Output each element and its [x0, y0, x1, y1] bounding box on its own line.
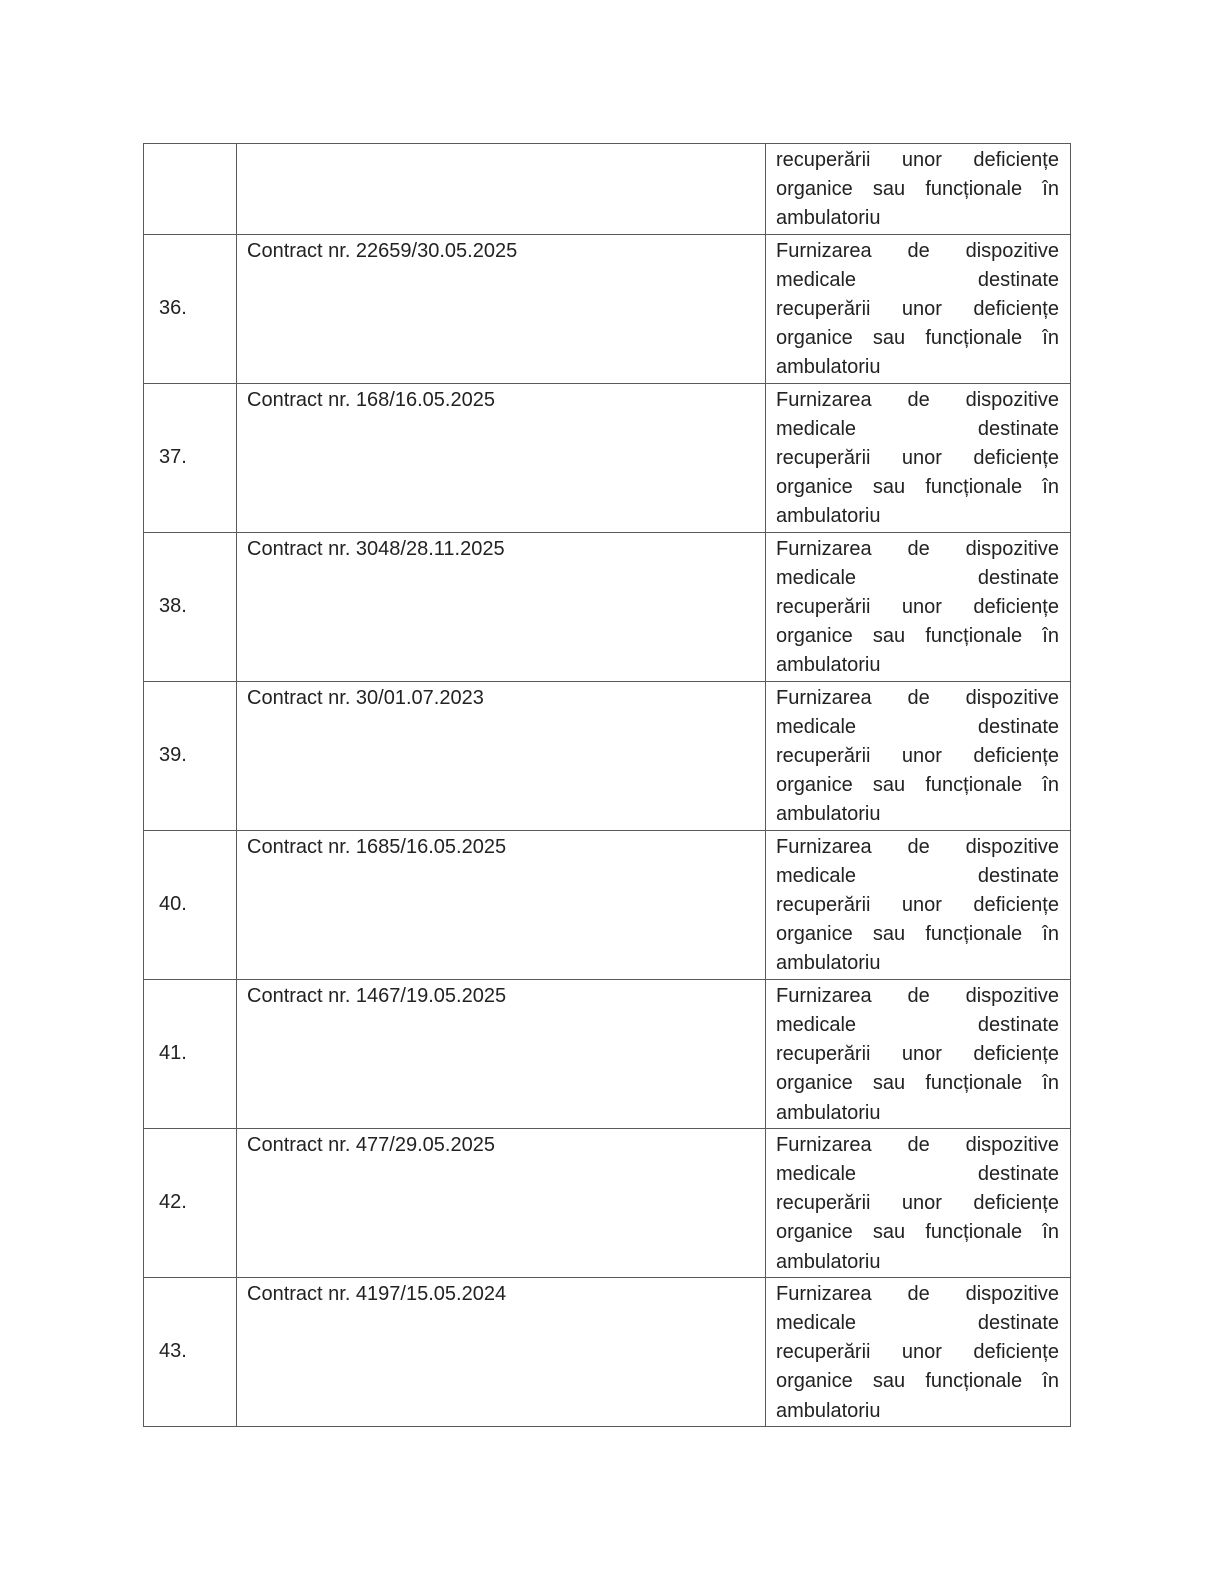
description-line — [776, 593, 1059, 622]
table-row — [144, 979, 1071, 1128]
description-word: ambulatoriu — [776, 1399, 881, 1422]
contract-cell: Contract nr. 1467/19.05.2025 — [237, 979, 766, 1128]
description-line — [776, 891, 1059, 920]
row-number-cell: 40. — [144, 830, 237, 979]
description-word: recuperării — [776, 1341, 871, 1364]
description-word: sau — [872, 1072, 906, 1095]
description-word: recuperării — [776, 149, 871, 171]
description-word: sau — [872, 1221, 906, 1244]
description-word: funcționale — [925, 327, 1023, 350]
contract-cell: Contract nr. 1685/16.05.2025 — [237, 830, 766, 979]
description-line — [776, 204, 1059, 233]
row-number-cell: 36. — [144, 234, 237, 383]
description-line — [776, 502, 1059, 531]
description-word: sau — [872, 327, 906, 350]
contracts-table-body — [144, 144, 1071, 1427]
description-cell — [766, 979, 1071, 1128]
description-word: funcționale — [925, 1072, 1023, 1095]
description-line — [776, 1189, 1059, 1218]
description-line — [776, 1131, 1059, 1160]
description-cell — [766, 532, 1071, 681]
contract-cell: Contract nr. 168/16.05.2025 — [237, 383, 766, 532]
description-word: ambulatoriu — [776, 1250, 881, 1273]
contracts-table — [143, 143, 1071, 1427]
description-word: destinate — [977, 417, 1059, 440]
description-word: în — [1042, 1072, 1059, 1095]
description-cell — [766, 1277, 1071, 1426]
description-word: medicale — [776, 715, 857, 738]
table-row — [144, 830, 1071, 979]
description-word: Furnizarea — [776, 537, 872, 560]
description-word: Furnizarea — [776, 1282, 872, 1305]
contract-cell: Contract nr. 4197/15.05.2024 — [237, 1277, 766, 1426]
description-word: organice — [776, 178, 853, 201]
description-word: organice — [776, 476, 853, 499]
description-word: ambulatoriu — [776, 505, 881, 528]
description-line — [776, 1338, 1059, 1367]
description-word: medicale — [776, 566, 857, 589]
description-word: medicale — [776, 268, 857, 291]
description-word: unor — [901, 1043, 942, 1066]
description-word: destinate — [977, 864, 1059, 887]
table-row — [144, 234, 1071, 383]
description-line — [776, 324, 1059, 353]
description-word: organice — [776, 625, 853, 648]
description-word: organice — [776, 774, 853, 797]
row-number-cell: 37. — [144, 383, 237, 532]
description-word: recuperării — [776, 745, 871, 768]
description-word: recuperării — [776, 447, 871, 470]
description-word: dispozitive — [965, 686, 1059, 709]
description-word: ambulatoriu — [776, 803, 881, 826]
description-line — [776, 684, 1059, 713]
description-word: destinate — [977, 1013, 1059, 1036]
description-word: destinate — [977, 1162, 1059, 1185]
contract-cell: Contract nr. 3048/28.11.2025 — [237, 532, 766, 681]
description-line — [776, 1248, 1059, 1277]
description-word: deficiențe — [973, 1341, 1059, 1364]
description-line — [776, 535, 1059, 564]
description-word: unor — [901, 298, 942, 321]
description-word: recuperării — [776, 1043, 871, 1066]
description-line — [776, 1280, 1059, 1309]
description-word: unor — [901, 149, 942, 171]
description-line — [776, 415, 1059, 444]
description-word: dispozitive — [965, 1133, 1059, 1156]
description-word: destinate — [977, 715, 1059, 738]
description-word: în — [1042, 327, 1059, 350]
description-line — [776, 266, 1059, 295]
description-word: de — [907, 388, 930, 411]
description-line — [776, 1218, 1059, 1247]
description-cell — [766, 383, 1071, 532]
description-word: deficiențe — [973, 596, 1059, 619]
description-word: organice — [776, 327, 853, 350]
description-word: ambulatoriu — [776, 654, 881, 677]
description-word: sau — [872, 625, 906, 648]
description-word: medicale — [776, 1162, 857, 1185]
description-word: destinate — [977, 268, 1059, 291]
description-line — [776, 1011, 1059, 1040]
description-word: Furnizarea — [776, 239, 872, 262]
table-row — [144, 144, 1071, 235]
description-line — [776, 1160, 1059, 1189]
description-word: recuperării — [776, 298, 871, 321]
description-word: ambulatoriu — [776, 356, 881, 379]
description-cell — [766, 1128, 1071, 1277]
description-word: unor — [901, 894, 942, 917]
description-word: Furnizarea — [776, 835, 872, 858]
description-line — [776, 771, 1059, 800]
description-line — [776, 237, 1059, 266]
description-word: dispozitive — [965, 1282, 1059, 1305]
description-word: funcționale — [925, 476, 1023, 499]
description-word: funcționale — [925, 1221, 1023, 1244]
description-cell — [766, 681, 1071, 830]
row-number-cell: 43. — [144, 1277, 237, 1426]
description-word: de — [907, 686, 930, 709]
description-word: Furnizarea — [776, 686, 872, 709]
description-word: unor — [901, 447, 942, 470]
description-word: unor — [901, 1192, 942, 1215]
description-line — [776, 949, 1059, 978]
description-word: deficiențe — [973, 1192, 1059, 1215]
description-word: în — [1042, 625, 1059, 648]
description-line — [776, 713, 1059, 742]
description-line — [776, 833, 1059, 862]
description-word: funcționale — [925, 1370, 1023, 1393]
description-word: organice — [776, 1370, 853, 1393]
description-line — [776, 800, 1059, 829]
description-line — [776, 295, 1059, 324]
description-word: organice — [776, 1221, 853, 1244]
description-word: dispozitive — [965, 835, 1059, 858]
description-word: dispozitive — [965, 984, 1059, 1007]
description-line — [776, 473, 1059, 502]
description-line — [776, 564, 1059, 593]
description-word: de — [907, 1133, 930, 1156]
description-word: recuperării — [776, 894, 871, 917]
description-line — [776, 1309, 1059, 1338]
description-word: în — [1042, 1221, 1059, 1244]
description-word: medicale — [776, 417, 857, 440]
description-word: dispozitive — [965, 537, 1059, 560]
description-cell — [766, 830, 1071, 979]
description-word: organice — [776, 923, 853, 946]
description-word: deficiențe — [973, 894, 1059, 917]
table-row — [144, 1277, 1071, 1426]
description-word: sau — [872, 1370, 906, 1393]
description-line — [776, 1397, 1059, 1426]
description-cell — [766, 234, 1071, 383]
description-word: sau — [872, 476, 906, 499]
row-number-cell: 42. — [144, 1128, 237, 1277]
description-word: în — [1042, 476, 1059, 499]
description-line — [776, 353, 1059, 382]
description-word: deficiențe — [973, 298, 1059, 321]
description-line — [776, 862, 1059, 891]
description-word: deficiențe — [973, 149, 1059, 171]
table-row — [144, 383, 1071, 532]
description-line — [776, 1069, 1059, 1098]
description-line — [776, 651, 1059, 680]
contract-cell: Contract nr. 22659/30.05.2025 — [237, 234, 766, 383]
description-word: de — [907, 984, 930, 1007]
description-word: deficiențe — [973, 447, 1059, 470]
description-line — [776, 920, 1059, 949]
description-word: medicale — [776, 1013, 857, 1036]
description-word: ambulatoriu — [776, 1101, 881, 1124]
description-word: funcționale — [925, 178, 1023, 201]
description-word: funcționale — [925, 923, 1023, 946]
description-word: sau — [872, 178, 906, 201]
description-line — [776, 742, 1059, 771]
description-word: în — [1042, 178, 1059, 201]
description-line — [776, 1099, 1059, 1128]
description-word: de — [907, 239, 930, 262]
description-word: în — [1042, 923, 1059, 946]
contract-cell — [237, 144, 766, 235]
contract-cell: Contract nr. 477/29.05.2025 — [237, 1128, 766, 1277]
description-word: în — [1042, 1370, 1059, 1393]
description-line — [776, 444, 1059, 473]
table-row — [144, 532, 1071, 681]
description-line — [776, 622, 1059, 651]
row-number-cell: 38. — [144, 532, 237, 681]
description-line — [776, 1040, 1059, 1069]
description-word: unor — [901, 745, 942, 768]
description-word: dispozitive — [965, 239, 1059, 262]
description-word: destinate — [977, 566, 1059, 589]
description-word: sau — [872, 923, 906, 946]
description-word: funcționale — [925, 625, 1023, 648]
description-word: de — [907, 1282, 930, 1305]
description-word: destinate — [977, 1311, 1059, 1334]
description-word: ambulatoriu — [776, 207, 881, 230]
description-line — [776, 146, 1059, 175]
description-word: sau — [872, 774, 906, 797]
description-word: organice — [776, 1072, 853, 1095]
description-cell — [766, 144, 1071, 235]
description-word: funcționale — [925, 774, 1023, 797]
description-word: ambulatoriu — [776, 952, 881, 975]
row-number-cell: 41. — [144, 979, 237, 1128]
description-word: de — [907, 537, 930, 560]
description-word: Furnizarea — [776, 984, 872, 1007]
description-word: medicale — [776, 864, 857, 887]
description-word: deficiențe — [973, 1043, 1059, 1066]
description-word: dispozitive — [965, 388, 1059, 411]
description-word: Furnizarea — [776, 1133, 872, 1156]
description-word: unor — [901, 1341, 942, 1364]
description-word: în — [1042, 774, 1059, 797]
row-number-cell — [144, 144, 237, 235]
description-line — [776, 982, 1059, 1011]
description-word: recuperării — [776, 1192, 871, 1215]
row-number-cell: 39. — [144, 681, 237, 830]
table-row — [144, 681, 1071, 830]
contract-cell: Contract nr. 30/01.07.2023 — [237, 681, 766, 830]
description-word: unor — [901, 596, 942, 619]
description-word: medicale — [776, 1311, 857, 1334]
description-line — [776, 175, 1059, 204]
description-word: Furnizarea — [776, 388, 872, 411]
description-word: recuperării — [776, 596, 871, 619]
description-word: de — [907, 835, 930, 858]
description-line — [776, 386, 1059, 415]
description-line — [776, 1367, 1059, 1396]
table-row — [144, 1128, 1071, 1277]
description-word: deficiențe — [973, 745, 1059, 768]
